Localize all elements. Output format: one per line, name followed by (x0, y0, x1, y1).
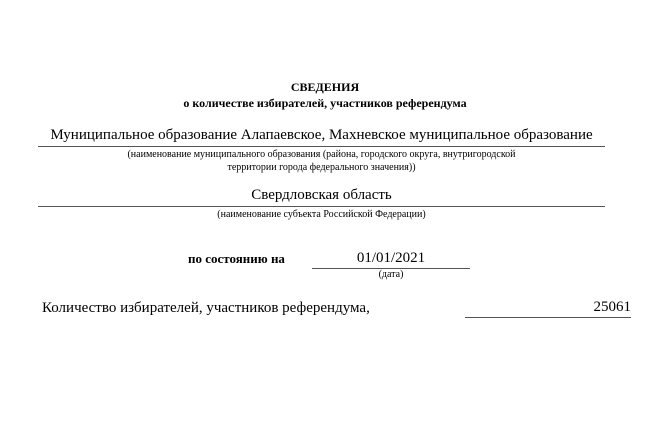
municipality-caption (38, 148, 605, 174)
region-field: Свердловская область (38, 185, 605, 207)
municipality-field: Муниципальное образование Алапаевское, Махневское муниципальное образование (38, 125, 605, 147)
region-caption: (наименование субъекта Российской Федерации) (217, 209, 426, 220)
voter-count-label: Количество избирателей, участников референдума, (42, 300, 370, 316)
document-title: СВЕДЕНИЯ (290, 80, 360, 94)
voter-count-field: 25061 (465, 297, 631, 318)
municipality-caption-line2: территории города федерального значения)) (227, 162, 416, 173)
municipality-caption-line1: (наименование муниципального образования (района, городского округа, внутригородской (127, 149, 516, 160)
as-of-date-field: 01/01/2021 (312, 248, 470, 269)
as-of-date-caption: (дата) (378, 269, 404, 280)
as-of-label: по состоянию на (188, 251, 285, 266)
document-subtitle: о количестве избирателей, участников референдума (183, 96, 467, 110)
